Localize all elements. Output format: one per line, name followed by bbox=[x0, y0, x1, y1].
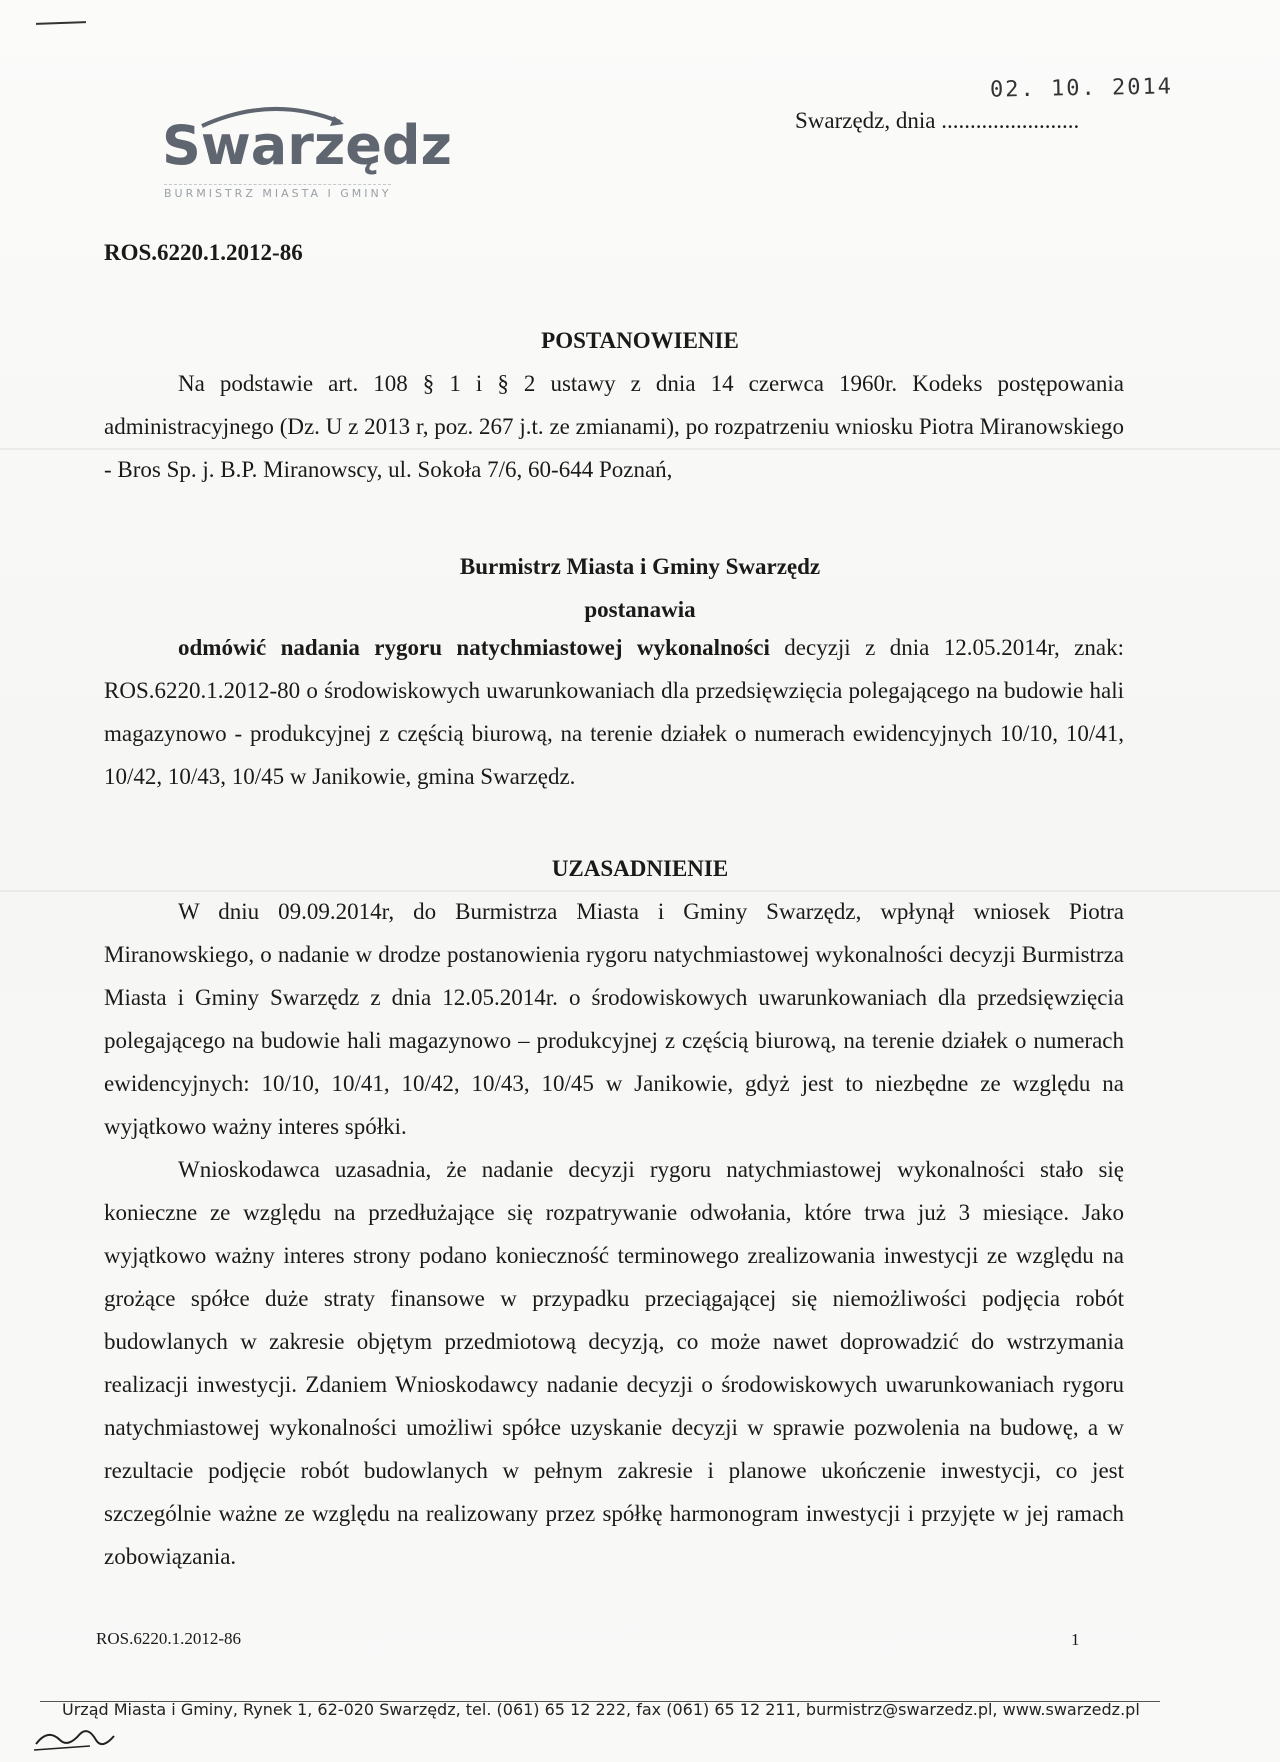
decision-text: decyzji z dnia 12.05.2014r, znak: ROS.6220.1.2012-80 o środowiskowych uwarunkowaniach dla przedsięwzięcia polegającego na budowie hali magazynowo - produkcyjnej z częścią biurową, na terenie działek o numerach ewidencyjnych 10/10, 10/41, 10/42, 10/43, 10/45 w Janikowie, gmina Swarzędz. bbox=[104, 635, 1124, 789]
decides-label: postanawia bbox=[584, 597, 696, 622]
document-title: POSTANOWIENIE bbox=[541, 328, 739, 353]
justification-paragraph-2: Wnioskodawca uzasadnia, że nadanie decyzji rygoru natychmiastowej wykonalności stało się konieczne ze względu na przedłużające się rozpatrywanie odwołania, które trwa już 3 miesiące. Jako wyjątkowo ważny interes strony podano konieczność terminowego zrealizowania inwestycji ze względu na grożące spółce duże straty finansowe w przypadku przeciągającej się niemożliwości podjęcia robót budowlanych w zakresie objętym przedmiotową decyzją, co może nawet doprowadzić do wstrzymania realizacji inwestycji. Zdaniem Wnioskodawcy nadanie decyzji o środowiskowych uwarunkowaniach rygoru natychmiastowej wykonalności umożliwi spółce uzyskanie decyzji w sprawie pozwolenia na budowę, a w rezultacie podjęcie robót budowlanych w pełnym zakresie i planowe ukończenie inwestycji, co jest szczególnie ważne ze względu na realizowany przez spółkę harmonogram inwestycji i przyjęte w jej ramach zobowiązania. bbox=[104, 1157, 1124, 1569]
decision-bold-text: odmówić nadania rygoru natychmiastowej wykonalności bbox=[178, 635, 770, 660]
logo-subtitle: BURMISTRZ MIASTA I GMINY bbox=[164, 184, 391, 200]
intro-paragraph: Na podstawie art. 108 § 1 i § 2 ustawy z dnia 14 czerwca 1960r. Kodeks postępowania administracyjnego (Dz. U z 2013 r, poz. 267 j.t. ze zmianami), po rozpatrzeniu wniosku Piotra Miranowskiego - Bros Sp. j. B.P. Miranowscy, ul. Sokoła 7/6, 60-644 Poznań, bbox=[104, 371, 1124, 482]
handwritten-initials bbox=[30, 1722, 120, 1756]
place-and-date: Swarzędz, dnia ........................ bbox=[795, 108, 1080, 133]
logo-wordmark: Swarzędz bbox=[162, 114, 452, 177]
issuing-authority: Burmistrz Miasta i Gminy Swarzędz bbox=[459, 554, 821, 579]
justification-title: UZASADNIENIE bbox=[551, 856, 729, 881]
decision-paragraph bbox=[104, 626, 1124, 798]
office-contact-footer: Urząd Miasta i Gminy, Rynek 1, 62-020 Swarzędz, tel. (061) 65 12 222, fax (061) 65 12 211, burmistrz@swarzedz.pl, www.swarzedz.pl bbox=[62, 1700, 1140, 1719]
pen-mark bbox=[36, 21, 86, 25]
municipality-logo bbox=[162, 96, 452, 206]
page-number: 1 bbox=[1071, 1630, 1080, 1649]
justification-paragraph-1: W dniu 09.09.2014r, do Burmistrza Miasta i Gminy Swarzędz, wpłynął wniosek Piotra Miranowskiego, o nadanie w drodze postanowienia rygoru natychmiastowej wykonalności decyzji Burmistrza Miasta i Gminy Swarzędz z dnia 12.05.2014r. o środowiskowych uwarunkowaniach dla przedsięwzięcia polegającego na budowie hali magazynowo – produkcyjnej z częścią biurową, na terenie działek o numerach ewidencyjnych: 10/10, 10/41, 10/42, 10/43, 10/45 w Janikowie, gdyż jest to niezbędne ze względu na wyjątkowo ważny interes spółki. bbox=[104, 899, 1124, 1139]
footer-reference: ROS.6220.1.2012-86 bbox=[96, 1629, 241, 1648]
case-reference: ROS.6220.1.2012-86 bbox=[104, 240, 303, 265]
received-date-stamp: 02. 10. 2014 bbox=[989, 74, 1174, 103]
